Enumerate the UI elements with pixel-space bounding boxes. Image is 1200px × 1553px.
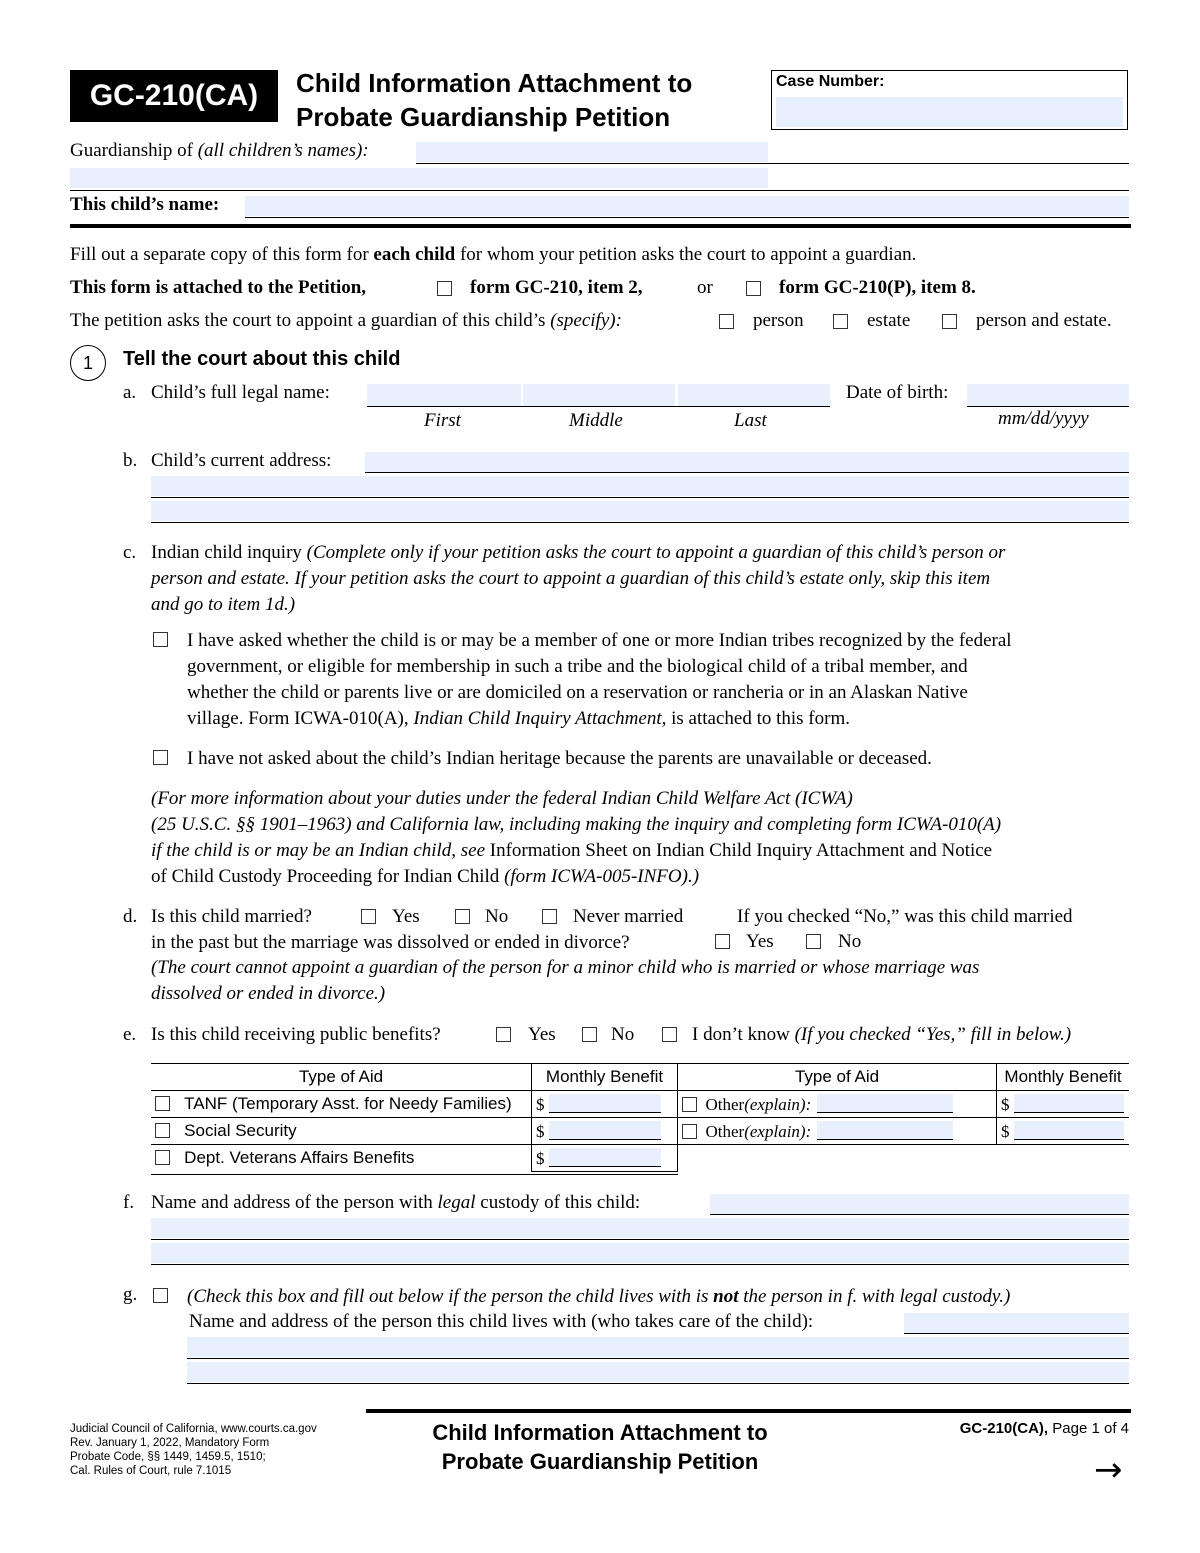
footer-left: Judicial Council of California, www.courts.ca.gov Rev. January 1, 2022, Mandatory Form Probate Code, §§ 1449, 1459.5, 1510; Cal. Rules of Court, rule 7.1015 <box>70 1423 317 1477</box>
benefits-yes-label: Yes <box>528 1024 556 1045</box>
indian-child-inquiry-heading: Indian child inquiry (Complete only if your petition asks the court to appoint a guardian of this child’s person or <box>151 542 1006 563</box>
va-benefits-checkbox[interactable] <box>155 1150 170 1165</box>
asked-indian-heritage-checkbox[interactable] <box>153 632 168 647</box>
indian-inquiry-hint-3: and go to item 1d.) <box>151 594 296 615</box>
middle-caption: Middle <box>569 410 623 431</box>
asks-appoint-label: The petition asks the court to appoint a guardian of this child’s (specify): <box>70 310 622 331</box>
this-child-name-label: This child’s name: <box>70 194 220 215</box>
last-name-input[interactable] <box>678 384 830 406</box>
if-no-question: If you checked “No,” was this child married <box>737 906 1073 927</box>
not-asked-option-label: I have not asked about the child’s Indian heritage because the parents are unavailable or deceased. <box>187 748 932 769</box>
lives-with-input-1[interactable] <box>904 1313 1129 1333</box>
legal-custody-input-2[interactable] <box>151 1218 1129 1238</box>
never-married-checkbox[interactable] <box>542 909 557 924</box>
footer-title: Child Information Attachment to Probate Guardianship Petition <box>432 1420 768 1474</box>
item-e-letter: e. <box>123 1024 137 1045</box>
lives-with-input-3[interactable] <box>187 1362 1129 1382</box>
lives-with-label: Name and address of the person this child lives with (who takes care of the child): <box>189 1311 814 1332</box>
item-g-letter: g. <box>123 1284 138 1305</box>
lives-with-input-2[interactable] <box>187 1337 1129 1357</box>
section-title: Tell the court about this child <box>123 348 401 370</box>
middle-name-input[interactable] <box>523 384 675 406</box>
icwa-info-line3: if the child is or may be an Indian child, see Information Sheet on Indian Child Inquiry Attachment and Notice <box>151 840 993 861</box>
table-row: TANF (Temporary Asst. for Needy Families) $ <box>151 1091 678 1118</box>
tanf-label: TANF (Temporary Asst. for Needy Families) <box>184 1094 512 1113</box>
table-row: Other(explain): $ <box>678 1118 1130 1145</box>
dob-input[interactable] <box>967 384 1129 406</box>
estate-option-label: estate <box>867 310 911 331</box>
dissolved-question: in the past but the marriage was dissolved or ended in divorce? <box>151 932 630 953</box>
legal-custody-label: Name and address of the person with legal custody of this child: <box>151 1192 641 1213</box>
gc210p-checkbox[interactable] <box>746 281 761 296</box>
col-type-of-aid-2: Type of Aid <box>678 1064 997 1091</box>
legal-custody-input-3[interactable] <box>151 1243 1129 1263</box>
benefits-no-label: No <box>611 1024 635 1045</box>
other2-explain-input[interactable] <box>817 1121 953 1140</box>
indian-inquiry-hint-2: person and estate. If your petition asks the court to appoint a guardian of this child’s estate only, skip this item <box>151 568 991 589</box>
benefits-no-checkbox[interactable] <box>582 1027 597 1042</box>
form-id-badge: GC-210(CA) <box>70 70 278 122</box>
person-checkbox[interactable] <box>719 314 734 329</box>
other2-amount-input[interactable] <box>1014 1121 1124 1140</box>
other1-explain-input[interactable] <box>817 1094 953 1113</box>
person-estate-checkbox[interactable] <box>942 314 957 329</box>
social-security-label: Social Security <box>184 1121 297 1140</box>
form-title <box>296 66 692 134</box>
item-f-letter: f. <box>123 1192 135 1213</box>
all-children-names-input-2[interactable] <box>70 168 768 188</box>
tanf-amount-input[interactable] <box>549 1094 661 1113</box>
form-title-line2: Probate Guardianship Petition <box>296 102 671 132</box>
child-address-input-2[interactable] <box>151 476 1129 496</box>
social-security-checkbox[interactable] <box>155 1123 170 1138</box>
case-number-input[interactable] <box>776 97 1123 127</box>
form-title-line1: Child Information Attachment to <box>296 68 693 98</box>
va-amount-input[interactable] <box>549 1148 661 1167</box>
married-no-checkbox[interactable] <box>455 909 470 924</box>
married-note-line1: (The court cannot appoint a guardian of the person for a minor child who is married or whose marriage was <box>151 957 980 978</box>
item-a-letter: a. <box>123 382 137 403</box>
social-security-amount-input[interactable] <box>549 1121 661 1140</box>
lives-with-other-checkbox[interactable] <box>153 1288 168 1303</box>
married-yes-label: Yes <box>392 906 420 927</box>
gc210-checkbox[interactable] <box>437 281 452 296</box>
col-monthly-benefit-2: Monthly Benefit <box>997 1064 1130 1091</box>
case-number-box <box>771 70 1128 130</box>
col-type-of-aid: Type of Aid <box>151 1064 532 1091</box>
child-address-label: Child’s current address: <box>151 450 332 471</box>
benefits-dont-know-label: I don’t know (If you checked “Yes,” fill in below.) <box>692 1024 1072 1045</box>
section-number-circle: 1 <box>70 345 106 381</box>
guardianship-of-label: Guardianship of (all children’s names): <box>70 140 369 161</box>
child-legal-name-label: Child’s full legal name: <box>151 382 330 403</box>
aid-table-right <box>677 1063 1129 1145</box>
first-caption: First <box>424 410 461 431</box>
footer-page-info: GC-210(CA), Page 1 of 4 <box>959 1420 1129 1437</box>
icwa-info-line1: (For more information about your duties under the federal Indian Child Welfare Act (ICWA) <box>151 788 853 809</box>
asked-option-line3: whether the child or parents live or are domiciled on a reservation or rancheria or in an Alaskan Native <box>187 682 968 703</box>
va-benefits-label: Dept. Veterans Affairs Benefits <box>184 1148 415 1168</box>
icwa-info-line2: (25 U.S.C. §§ 1901–1963) and California law, including making the inquiry and completing form ICWA-010(A) <box>151 814 1002 835</box>
dob-label: Date of birth: <box>846 382 949 403</box>
dob-hint: mm/dd/yyyy <box>998 408 1089 429</box>
all-children-names-input[interactable] <box>416 142 768 162</box>
col-monthly-benefit: Monthly Benefit <box>532 1064 678 1091</box>
gc210p-option-label: form GC-210(P), item 8. <box>779 277 976 298</box>
dissolved-yes-checkbox[interactable] <box>715 934 730 949</box>
lives-with-hint: (Check this box and fill out below if the person the child lives with is not the person in f. with legal custody.) <box>187 1286 1011 1307</box>
married-no-label: No <box>485 906 509 927</box>
public-benefits-label: Is this child receiving public benefits? <box>151 1024 441 1045</box>
asked-option-line4: village. Form ICWA-010(A), Indian Child Inquiry Attachment, is attached to this form. <box>187 708 850 729</box>
married-yes-checkbox[interactable] <box>361 909 376 924</box>
legal-custody-input-1[interactable] <box>710 1194 1129 1214</box>
aid-table-left <box>151 1063 678 1172</box>
person-option-label: person <box>753 310 804 331</box>
table-row: Other(explain): $ <box>678 1091 1130 1118</box>
dissolved-no-checkbox[interactable] <box>806 934 821 949</box>
not-asked-checkbox[interactable] <box>153 750 168 765</box>
item-b-letter: b. <box>123 450 138 471</box>
child-married-label: Is this child married? <box>151 906 312 927</box>
attached-to-label: This form is attached to the Petition, <box>70 277 367 298</box>
asked-option-line2: government, or eligible for membership in such a tribe and the biological child of a tribal member, and <box>187 656 968 677</box>
dissolved-yes-label: Yes <box>746 931 774 952</box>
gc210-option-label: form GC-210, item 2, <box>470 277 643 298</box>
item-c-letter: c. <box>123 542 137 563</box>
other1-checkbox[interactable] <box>682 1097 697 1112</box>
or-label: or <box>697 277 713 298</box>
other1-amount-input[interactable] <box>1014 1094 1124 1113</box>
item-d-letter: d. <box>123 906 138 927</box>
next-page-arrow-icon[interactable]: → <box>1094 1450 1123 1490</box>
other2-checkbox[interactable] <box>682 1124 697 1139</box>
table-row: Dept. Veterans Affairs Benefits $ <box>151 1145 678 1172</box>
tanf-checkbox[interactable] <box>155 1096 170 1111</box>
child-address-input-1[interactable] <box>365 452 1129 472</box>
child-address-input-3[interactable] <box>151 501 1129 521</box>
icwa-info-line4: of Child Custody Proceeding for Indian Child (form ICWA-005-INFO).) <box>151 866 700 887</box>
married-note-line2: dissolved or ended in divorce.) <box>151 983 386 1004</box>
last-caption: Last <box>734 410 767 431</box>
estate-checkbox[interactable] <box>833 314 848 329</box>
intro-line1: Fill out a separate copy of this form for each child for whom your petition asks the court to appoint a guardian. <box>70 244 917 265</box>
first-name-input[interactable] <box>367 384 521 406</box>
benefits-dont-know-checkbox[interactable] <box>662 1027 677 1042</box>
asked-option-line1: I have asked whether the child is or may be a member of one or more Indian tribes recognized by the federal <box>187 630 1012 651</box>
never-married-label: Never married <box>573 906 684 927</box>
person-estate-option-label: person and estate. <box>976 310 1112 331</box>
dissolved-no-label: No <box>838 931 862 952</box>
case-number-label: Case Number: <box>776 73 885 90</box>
this-child-name-input[interactable] <box>245 196 1129 216</box>
benefits-yes-checkbox[interactable] <box>496 1027 511 1042</box>
table-row: Social Security $ <box>151 1118 678 1145</box>
